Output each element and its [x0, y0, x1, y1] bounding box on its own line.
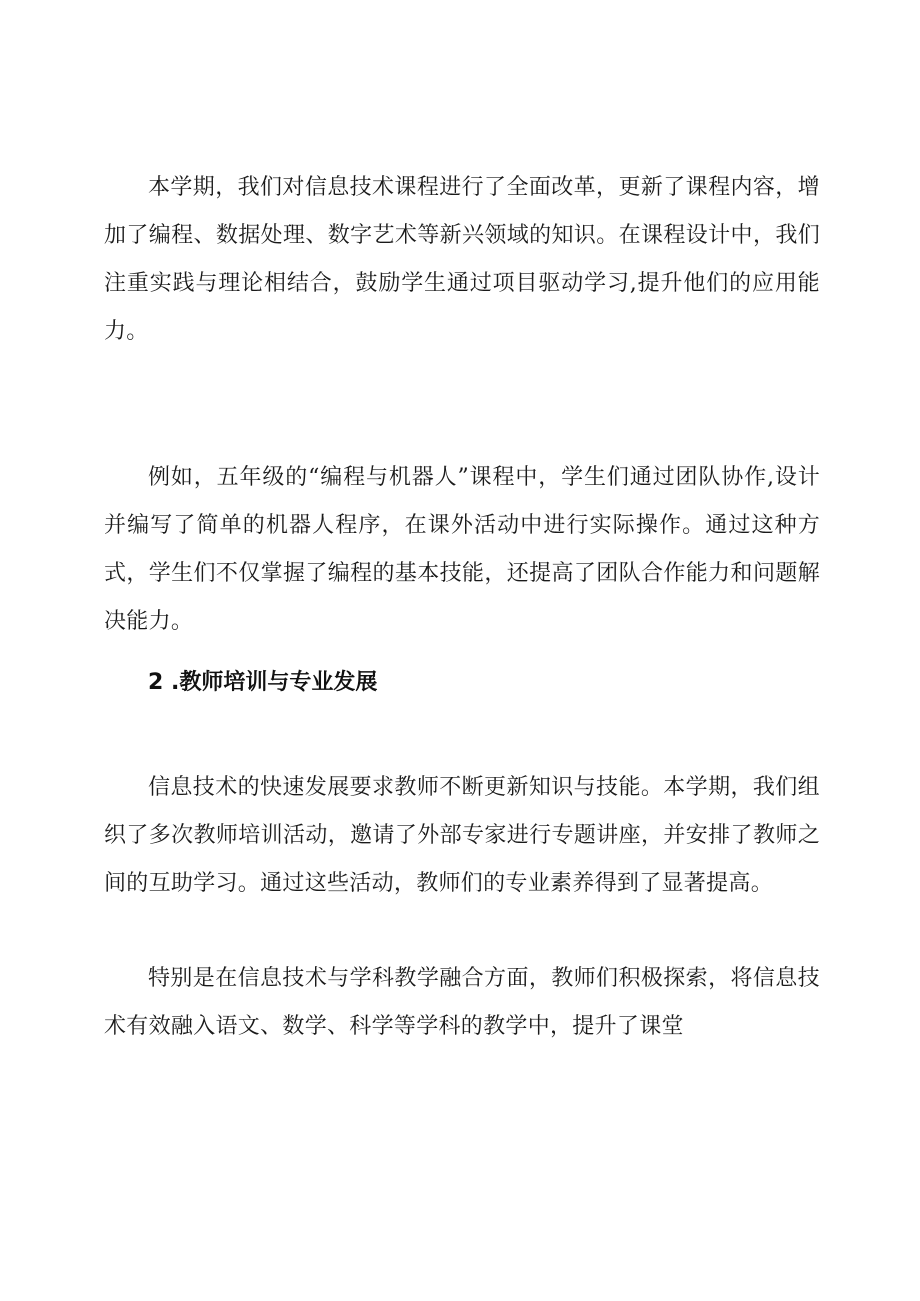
body-paragraph: 信息技术的快速发展要求教师不断更新知识与技能。本学期，我们组织了多次教师培训活动，邀请了外部专家进行专题讲座，并安排了教师之间的互助学习。通过这些活动，教师们的专业素养得到了显著提高。	[104, 775, 820, 896]
body-paragraph: 例如，五年级的“编程与机器人”课程中，学生们通过团队协作,设计并编写了简单的机器人程序，在课外活动中进行实际操作。通过这种方式，学生们不仅掌握了编程的基本技能，还提高了团队合作能力和问题解决能力。	[104, 465, 820, 634]
section-heading: 2 .教师培训与专业发展	[148, 670, 378, 695]
body-paragraph: 特别是在信息技术与学科教学融合方面，教师们积极探索，将信息技术有效融入语文、数学、科学等学科的教学中，提升了课堂	[104, 966, 820, 1039]
body-paragraph: 本学期，我们对信息技术课程进行了全面改革，更新了课程内容，增加了编程、数据处理、数字艺术等新兴领域的知识。在课程设计中，我们注重实践与理论相结合，鼓励学生通过项目驱动学习,提升他们的应用能力。	[104, 175, 820, 344]
